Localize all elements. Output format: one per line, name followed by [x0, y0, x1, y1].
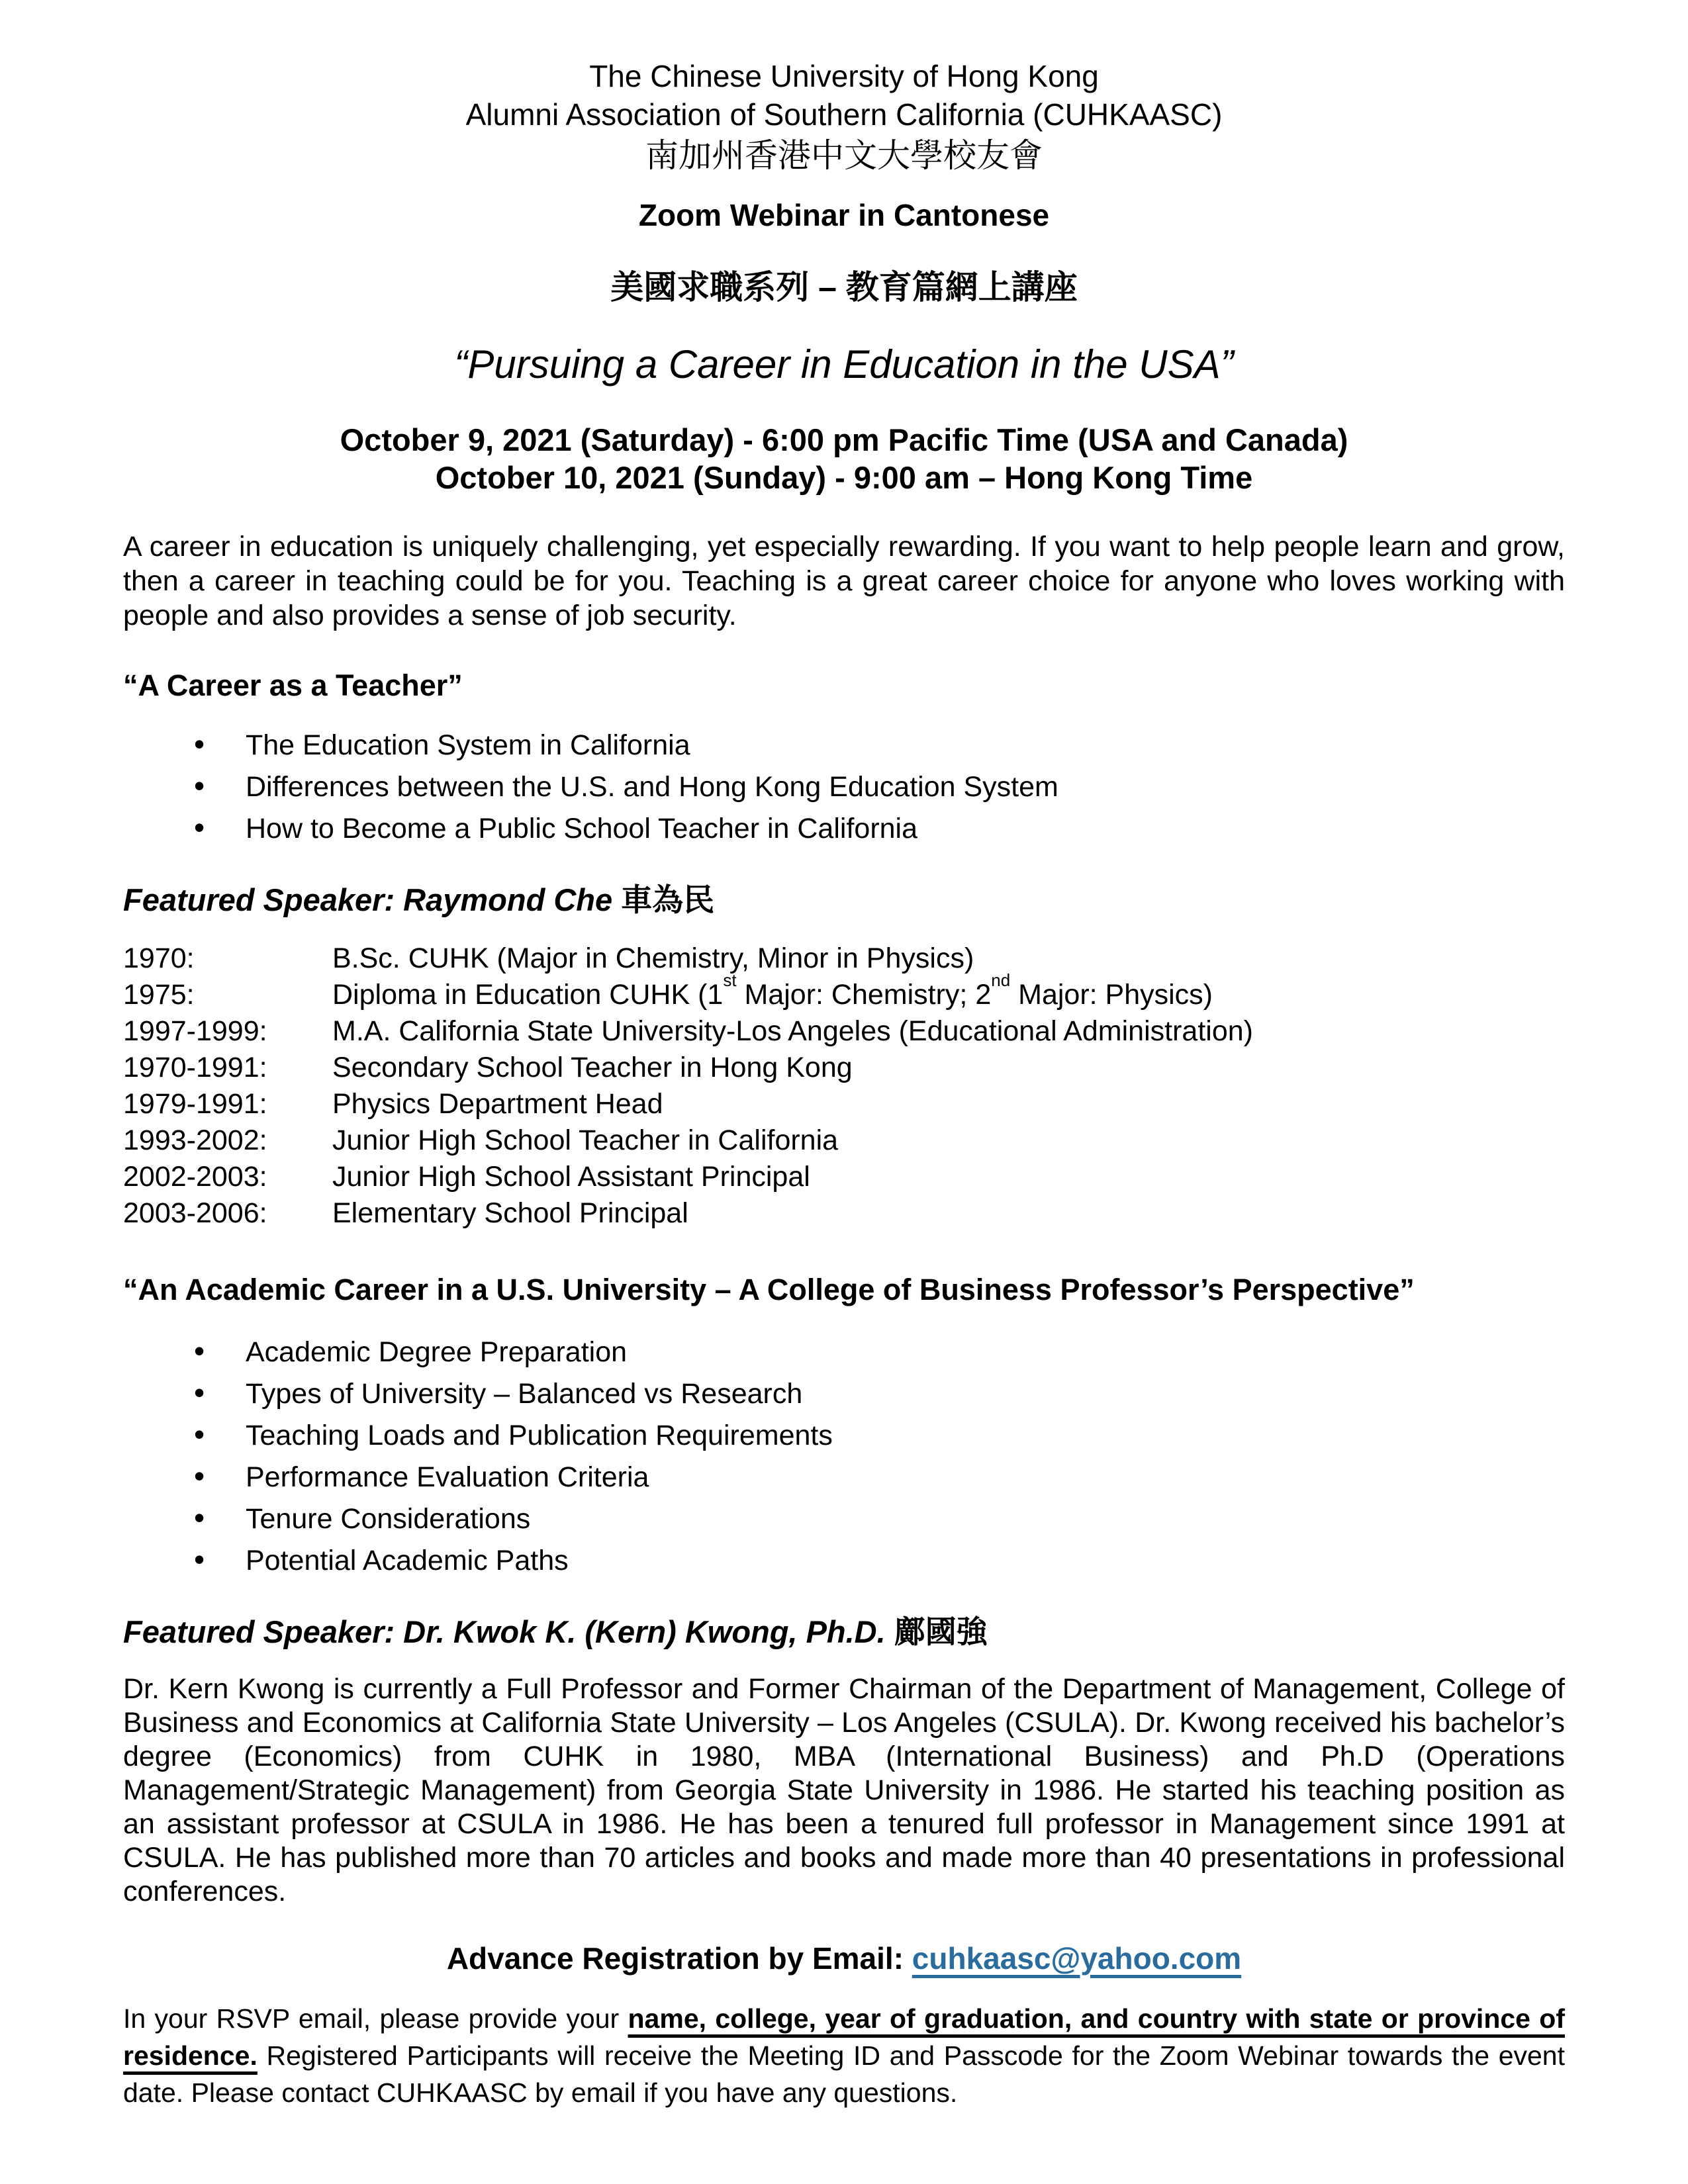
webinar-language-line: Zoom Webinar in Cantonese [638, 198, 1050, 232]
timeline-years: 2002-2003: [123, 1161, 267, 1193]
timeline-row [123, 1122, 1565, 1159]
rsvp-text-pre: In your RSVP email, please provide your [123, 2003, 628, 2034]
registration-label: Advance Registration by Email: [446, 1941, 912, 1976]
timeline-years: 2003-2006: [123, 1197, 267, 1229]
org-name-line2: Alumni Association of Southern California (CUHKAASC) [465, 97, 1223, 132]
timeline-years: 1970-1991: [123, 1052, 267, 1083]
ordinal-superscript: st [723, 970, 737, 990]
timeline-row [123, 1013, 1565, 1050]
registration-line [123, 1939, 1565, 1978]
academic-topics-list [123, 1335, 1565, 1578]
registration-email-link[interactable]: cuhkaasc@yahoo.com [912, 1941, 1242, 1976]
timeline-text: Major: Physics) [1010, 979, 1213, 1011]
timeline-row [123, 940, 1565, 977]
list-item: • Tenure Considerations [246, 1502, 1565, 1536]
list-item: • Teaching Loads and Publication Requirements [246, 1418, 1565, 1453]
timeline-description: B.Sc. CUHK (Major in Chemistry, Minor in Physics) [332, 942, 974, 974]
timeline-years: 1993-2002: [123, 1124, 267, 1156]
list-item: • Types of University – Balanced vs Research [246, 1377, 1565, 1411]
timeline-description: Secondary School Teacher in Hong Kong [332, 1052, 853, 1083]
list-item: • How to Become a Public School Teacher in California [246, 811, 1565, 846]
speaker1-chinese-name: 車為民 [621, 882, 715, 917]
organization-header [123, 57, 1565, 177]
event-title: “Pursuing a Career in Education in the USA” [454, 342, 1234, 387]
timeline-row [123, 1050, 1565, 1086]
timeline-row [123, 970, 1565, 1013]
list-item: • Potential Academic Paths [246, 1543, 1565, 1578]
intro-paragraph: A career in education is uniquely challenging, yet especially rewarding. If you want to help people learn and grow, then a career in teaching could be for you. Teaching is a great career choice for anyone who loves working with people and also provides a sense of job security. [123, 531, 1565, 631]
list-item: • Performance Evaluation Criteria [246, 1460, 1565, 1494]
timeline-row [123, 1195, 1565, 1232]
timeline-description: Elementary School Principal [332, 1197, 688, 1229]
timeline-description [332, 970, 1565, 1013]
org-name-chinese: 南加州香港中文大學校友會 [645, 137, 1043, 174]
rsvp-text-post: Registered Participants will receive the Meeting ID and Passcode for the Zoom Webinar towards the event date. Please contact CUHKAASC by email if you have any questions. [123, 2040, 1565, 2108]
list-item: • Differences between the U.S. and Hong Kong Education System [246, 770, 1565, 804]
timeline-text: Diploma in Education CUHK (1 [332, 979, 724, 1011]
org-name-line1: The Chinese University of Hong Kong [589, 59, 1099, 93]
speaker2-label: Featured Speaker: Dr. Kwok K. (Kern) Kwong, Ph.D. [123, 1614, 894, 1649]
academic-section-heading: “An Academic Career in a U.S. University – A College of Business Professor’s Perspective” [123, 1273, 1415, 1306]
timeline-years: 1997-1999: [123, 1015, 267, 1047]
speaker2-bio-paragraph: Dr. Kern Kwong is currently a Full Professor and Former Chairman of the Department of Management, College of Business and Economics at California State University – Los Angeles (CSULA). Dr. Kwong received his bachelor’s degree (Economics) from CUHK in 1980, MBA (International Business) and Ph.D (Operations Management/Strategic Management) from Georgia State University in 1986. He started his teaching position as an assistant professor at CSULA in 1986. He has been a tenured full professor in Management since 1991 at CSULA. He has published more than 70 articles and books and made more than 40 presentations in professional conferences. [123, 1673, 1565, 1907]
timeline-years: 1970: [123, 942, 195, 974]
timeline-row [123, 1159, 1565, 1195]
date-line-hongkong: October 10, 2021 (Sunday) - 9:00 am – Hong Kong Time [435, 460, 1253, 495]
timeline-row [123, 1086, 1565, 1122]
date-line-pacific: October 9, 2021 (Saturday) - 6:00 pm Pacific Time (USA and Canada) [340, 422, 1348, 457]
teacher-section-heading: “A Career as a Teacher” [123, 668, 463, 702]
speaker1-heading [123, 880, 1565, 919]
timeline-text: Major: Chemistry; 2 [736, 979, 992, 1011]
timeline-description: Junior High School Teacher in California [332, 1124, 839, 1156]
event-dates [123, 421, 1565, 496]
timeline-years: 1975: [123, 979, 195, 1011]
timeline-description: Junior High School Assistant Principal [332, 1161, 810, 1193]
timeline-years: 1979-1991: [123, 1088, 267, 1120]
ordinal-superscript: nd [991, 970, 1011, 990]
speaker2-chinese-name: 鄺國強 [894, 1614, 988, 1649]
speaker2-heading [123, 1612, 1565, 1651]
list-item: • The Education System in California [246, 728, 1565, 762]
list-item: • Academic Degree Preparation [246, 1335, 1565, 1369]
teacher-topics-list [123, 728, 1565, 846]
rsvp-required-info: name, college, year of graduation, and country with state or province of residence. [123, 2003, 1565, 2071]
rsvp-paragraph [123, 2000, 1565, 2111]
timeline-description: M.A. California State University-Los Angeles (Educational Administration) [332, 1015, 1253, 1047]
timeline-description: Physics Department Head [332, 1088, 663, 1120]
speaker1-timeline [123, 940, 1565, 1232]
speaker1-label: Featured Speaker: Raymond Che [123, 882, 622, 917]
series-title-chinese: 美國求職系列 – 教育篇網上講座 [610, 269, 1078, 306]
